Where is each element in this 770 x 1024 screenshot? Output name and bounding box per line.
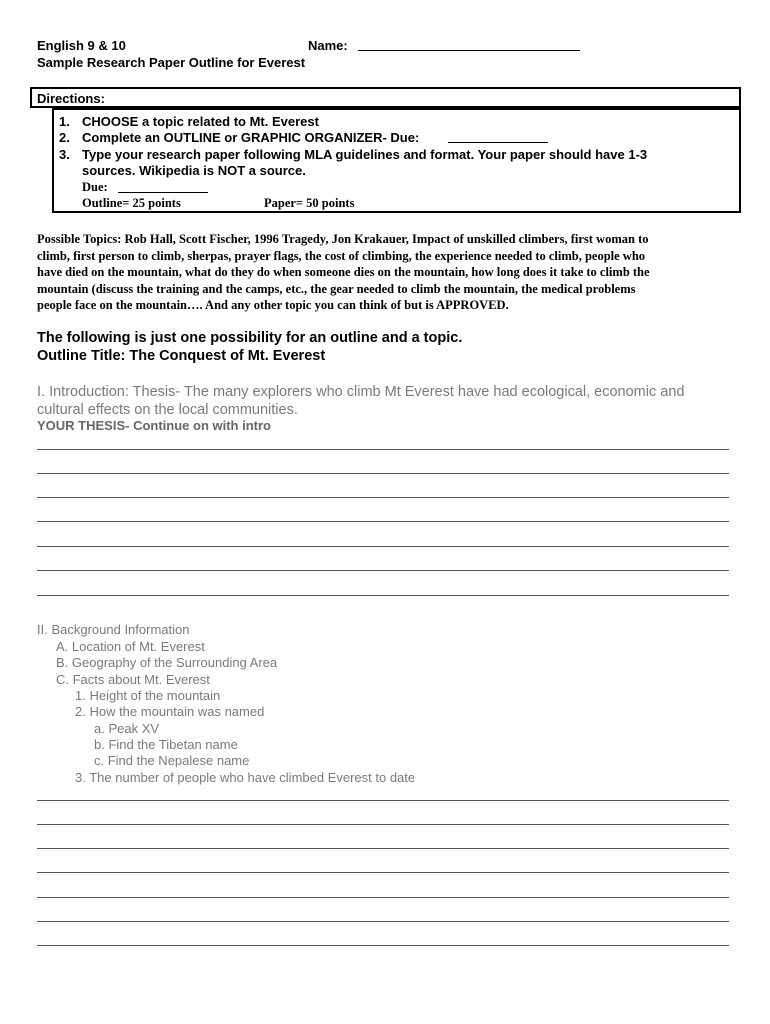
course-title: English 9 & 10	[37, 38, 126, 53]
outline-item-c1: 1. Height of the mountain	[75, 687, 221, 703]
direction-num: 2.	[59, 130, 70, 145]
your-thesis-label: YOUR THESIS- Continue on with intro	[37, 418, 271, 433]
name-blank[interactable]	[358, 38, 580, 51]
section1-thesis-cont: cultural effects on the local communities.	[37, 402, 298, 418]
writing-line[interactable]	[37, 546, 729, 547]
outline-item-c2a: a. Peak XV	[94, 720, 160, 736]
outline-title: Outline Title: The Conquest of Mt. Everest	[37, 348, 326, 364]
writing-line[interactable]	[37, 921, 729, 922]
outline-item-b: B. Geography of the Surrounding Area	[56, 655, 278, 670]
topics-line: people face on the mountain…. And any other topic you can think of but is APPROVED.	[37, 298, 509, 312]
paper-due-blank[interactable]	[118, 180, 208, 193]
directions-box	[52, 108, 741, 213]
outline-item-c2b: b. Find the Tibetan name	[94, 737, 238, 752]
writing-line[interactable]	[37, 897, 729, 898]
writing-line[interactable]	[37, 824, 729, 825]
outline-item-c: C. Facts about Mt. Everest	[56, 671, 210, 687]
outline-intro: The following is just one possibility for an outline and a topic.	[37, 330, 463, 346]
writing-line[interactable]	[37, 800, 729, 801]
page-subtitle: Sample Research Paper Outline for Everest	[37, 55, 306, 70]
writing-line[interactable]	[37, 473, 729, 474]
topics-line: have died on the mountain, what do they do when someone dies on the mountain, how long does it take to climb the	[37, 265, 650, 279]
name-label: Name:	[308, 38, 348, 53]
outline-item-c2: 2. How the mountain was named	[75, 704, 265, 719]
outline-item-c3: 3. The number of people who have climbed Everest to date	[75, 769, 416, 785]
due-label: Due:	[82, 180, 108, 194]
direction-num: 3.	[59, 147, 70, 162]
topics-line: climb, first person to climb, sherpas, prayer flags, the cost of climbing, the experience needed to climb, people who	[37, 248, 646, 263]
writing-line[interactable]	[37, 595, 729, 596]
topics-line: Possible Topics: Rob Hall, Scott Fischer, 1996 Tragedy, Jon Krakauer, Impact of unskilled climbers, first woman to	[37, 232, 649, 246]
writing-line[interactable]	[37, 497, 729, 498]
due-date-blank[interactable]	[448, 130, 548, 143]
directions-heading: Directions:	[37, 91, 105, 106]
writing-line[interactable]	[37, 449, 729, 450]
writing-line[interactable]	[37, 570, 729, 571]
topics-line: mountain (discuss the training and the camps, etc., the gear needed to climb the mountain, the medical problems	[37, 281, 636, 296]
direction-item: Complete an OUTLINE or GRAPHIC ORGANIZER- Due:	[82, 130, 420, 145]
direction-item: CHOOSE a topic related to Mt. Everest	[82, 114, 319, 129]
outline-item-a: A. Location of Mt. Everest	[56, 638, 205, 654]
direction-item: Type your research paper following MLA guidelines and format. Your paper should have 1-3	[82, 147, 648, 162]
directions-header-box	[30, 87, 741, 108]
paper-points: Paper= 50 points	[264, 196, 355, 210]
direction-item-cont: sources. Wikipedia is NOT a source.	[82, 163, 306, 178]
writing-line[interactable]	[37, 521, 729, 522]
section2-heading: II. Background Information	[37, 622, 190, 637]
outline-points: Outline= 25 points	[82, 196, 181, 210]
writing-line[interactable]	[37, 848, 729, 849]
section1-thesis: I. Introduction: Thesis- The many explorers who climb Mt Everest have had ecological, economic and	[37, 384, 685, 400]
writing-line[interactable]	[37, 872, 729, 873]
outline-item-c2c: c. Find the Nepalese name	[94, 753, 250, 768]
direction-num: 1.	[59, 114, 70, 129]
writing-line[interactable]	[37, 945, 729, 946]
